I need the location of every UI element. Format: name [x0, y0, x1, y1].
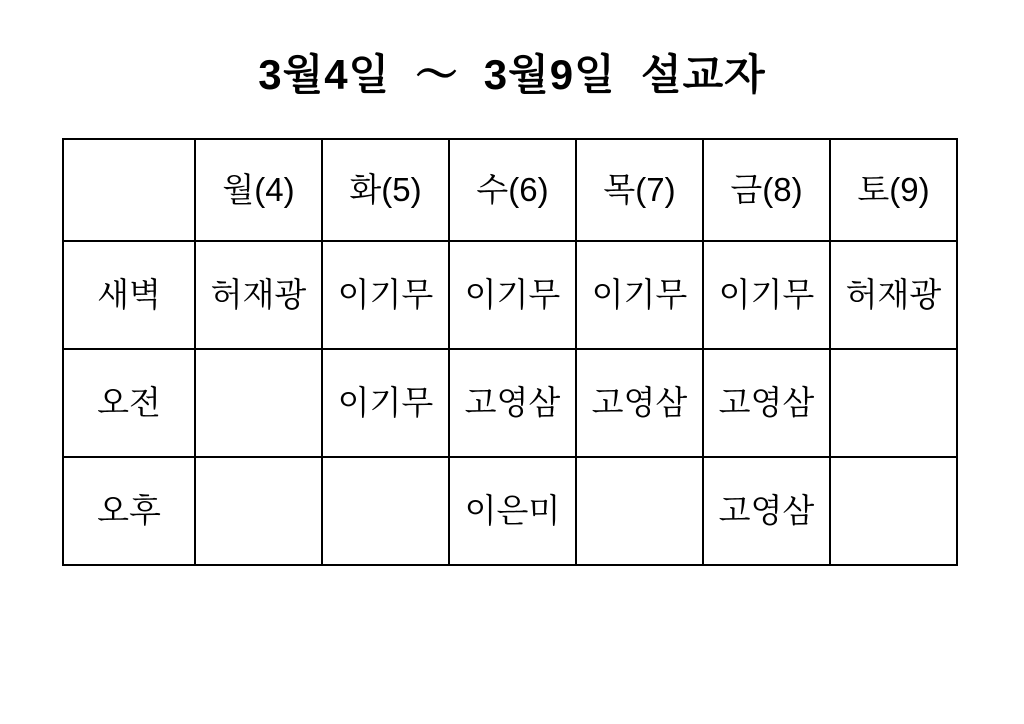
column-header-thu: 목(7): [576, 139, 703, 241]
cell-afternoon-tue: [322, 457, 449, 565]
column-header-tue: 화(5): [322, 139, 449, 241]
row-header-dawn: 새벽: [63, 241, 195, 349]
cell-afternoon-sat: [830, 457, 957, 565]
cell-afternoon-mon: [195, 457, 322, 565]
cell-morning-wed: 고영삼: [449, 349, 576, 457]
cell-dawn-wed: 이기무: [449, 241, 576, 349]
cell-dawn-sat: 허재광: [830, 241, 957, 349]
table-corner-cell: [63, 139, 195, 241]
column-header-mon: 월(4): [195, 139, 322, 241]
column-header-wed: 수(6): [449, 139, 576, 241]
preacher-schedule-table: [62, 138, 958, 566]
table-header-row: [63, 139, 957, 241]
cell-morning-mon: [195, 349, 322, 457]
page-title: 3월4일 ～ 3월9일 설교자: [258, 51, 766, 98]
cell-dawn-fri: 이기무: [703, 241, 830, 349]
table-row: [63, 457, 957, 565]
cell-morning-fri: 고영삼: [703, 349, 830, 457]
cell-morning-sat: [830, 349, 957, 457]
row-header-afternoon: 오후: [63, 457, 195, 565]
cell-afternoon-fri: 고영삼: [703, 457, 830, 565]
row-header-morning: 오전: [63, 349, 195, 457]
schedule-table-container: [62, 138, 958, 566]
table-header: [63, 139, 957, 241]
table-body: [63, 241, 957, 565]
table-row: [63, 241, 957, 349]
column-header-fri: 금(8): [703, 139, 830, 241]
cell-morning-thu: 고영삼: [576, 349, 703, 457]
cell-dawn-tue: 이기무: [322, 241, 449, 349]
cell-afternoon-thu: [576, 457, 703, 565]
cell-dawn-mon: 허재광: [195, 241, 322, 349]
cell-dawn-thu: 이기무: [576, 241, 703, 349]
cell-morning-tue: 이기무: [322, 349, 449, 457]
table-row: [63, 349, 957, 457]
cell-afternoon-wed: 이은미: [449, 457, 576, 565]
column-header-sat: 토(9): [830, 139, 957, 241]
